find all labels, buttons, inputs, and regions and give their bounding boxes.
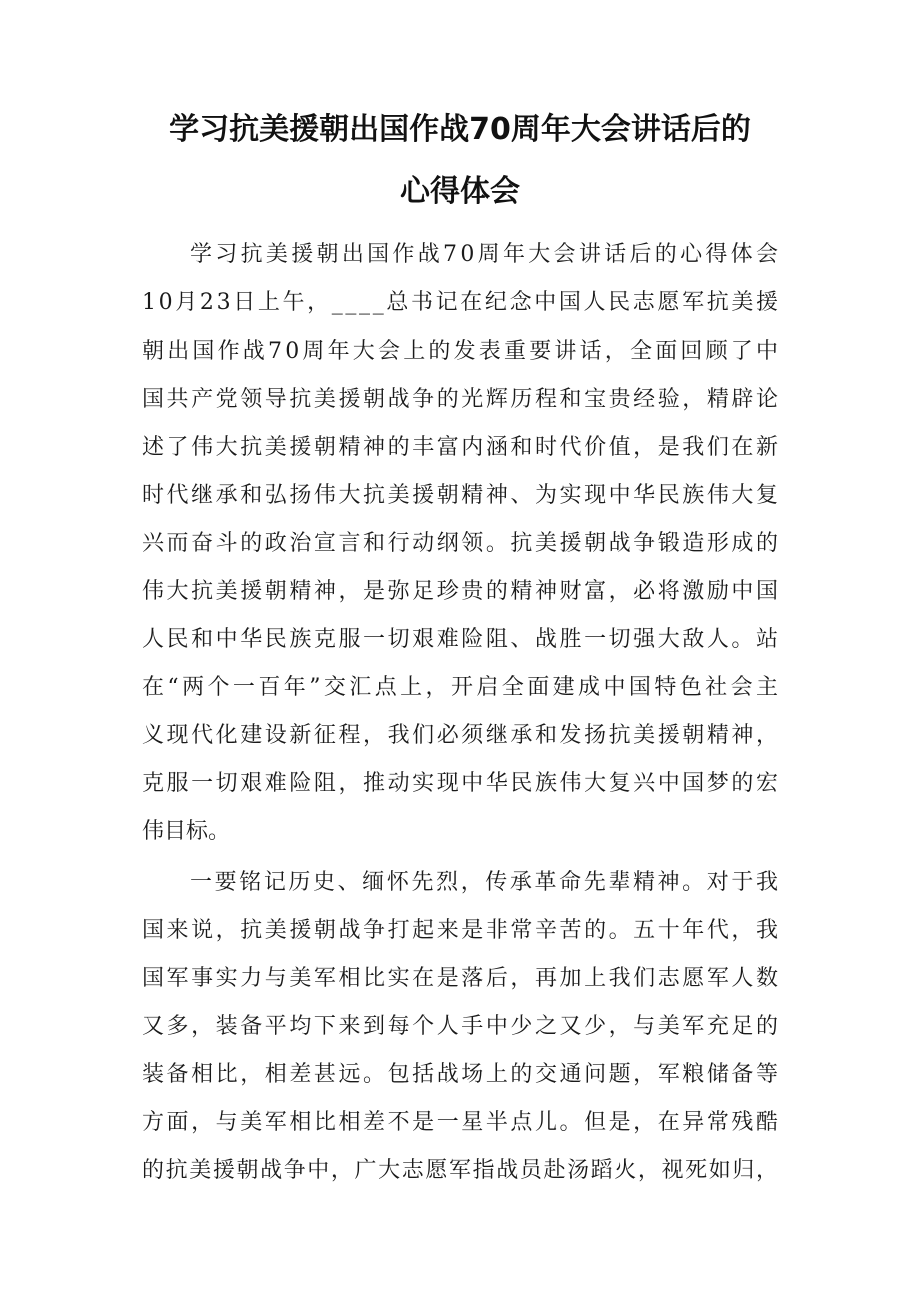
paragraph-text: 朝出国作战70周年大会上的发表重要讲话，全面回顾了中 [142, 339, 782, 364]
paragraph-text: 时代继承和弘扬伟大抗美援朝精神、为实现中华民族伟大复 [142, 483, 781, 508]
paragraph-text: 伟大抗美援朝精神，是弥足珍贵的精神财富，必将激励中国 [142, 579, 781, 604]
paragraph-text: 国共产党领导抗美援朝战争的光辉历程和宝贵经验，精辟论 [142, 387, 781, 412]
paragraph-text: 国来说，抗美援朝战争打起来是非常辛苦的。五十年代，我 [142, 918, 781, 943]
paragraph-text: 兴而奋斗的政治宣言和行动纲领。抗美援朝战争锻造形成的 [142, 531, 781, 556]
paragraph-text: 克服一切艰难险阻，推动实现中华民族伟大复兴中国梦的宏 [142, 771, 781, 796]
paragraph-text: 方面，与美军相比相差不是一星半点儿。但是，在异常残酷 [142, 1110, 781, 1135]
paragraph-text: 装备相比，相差甚远。包括战场上的交通问题，军粮储备等 [142, 1062, 781, 1087]
paragraph-text: 述了伟大抗美援朝精神的丰富内涵和时代价值，是我们在新 [142, 435, 781, 460]
paragraph-text: 国军事实力与美军相比实在是落后，再加上我们志愿军人数 [142, 966, 781, 991]
document-title-line-1: 学习抗美援朝出国作战70周年大会讲话后的 [169, 112, 751, 147]
paragraph-text: 在“两个一百年”交汇点上，开启全面建成中国特色社会主 [142, 675, 782, 700]
paragraph-text: 义现代化建设新征程，我们必须继承和发扬抗美援朝精神， [142, 723, 781, 748]
paragraph-text: 10月23日上午，____总书记在纪念中国人民志愿军抗美援 [142, 290, 781, 315]
document-title-line-2: 心得体会 [400, 174, 520, 209]
paragraph-text: 一要铭记历史、缅怀先烈，传承革命先辈精神。对于我 [190, 870, 781, 895]
paragraph-text: 又多，装备平均下来到每个人手中少之又少，与美军充足的 [142, 1014, 781, 1039]
paragraph-text: 的抗美援朝战争中，广大志愿军指战员赴汤蹈火，视死如归， [142, 1158, 780, 1183]
paragraph-text: 学习抗美援朝出国作战70周年大会讲话后的心得体会 [190, 242, 782, 267]
paragraph-text: 人民和中华民族克服一切艰难险阻、战胜一切强大敌人。站 [142, 627, 781, 652]
paragraph-text: 伟目标。 [142, 819, 231, 844]
